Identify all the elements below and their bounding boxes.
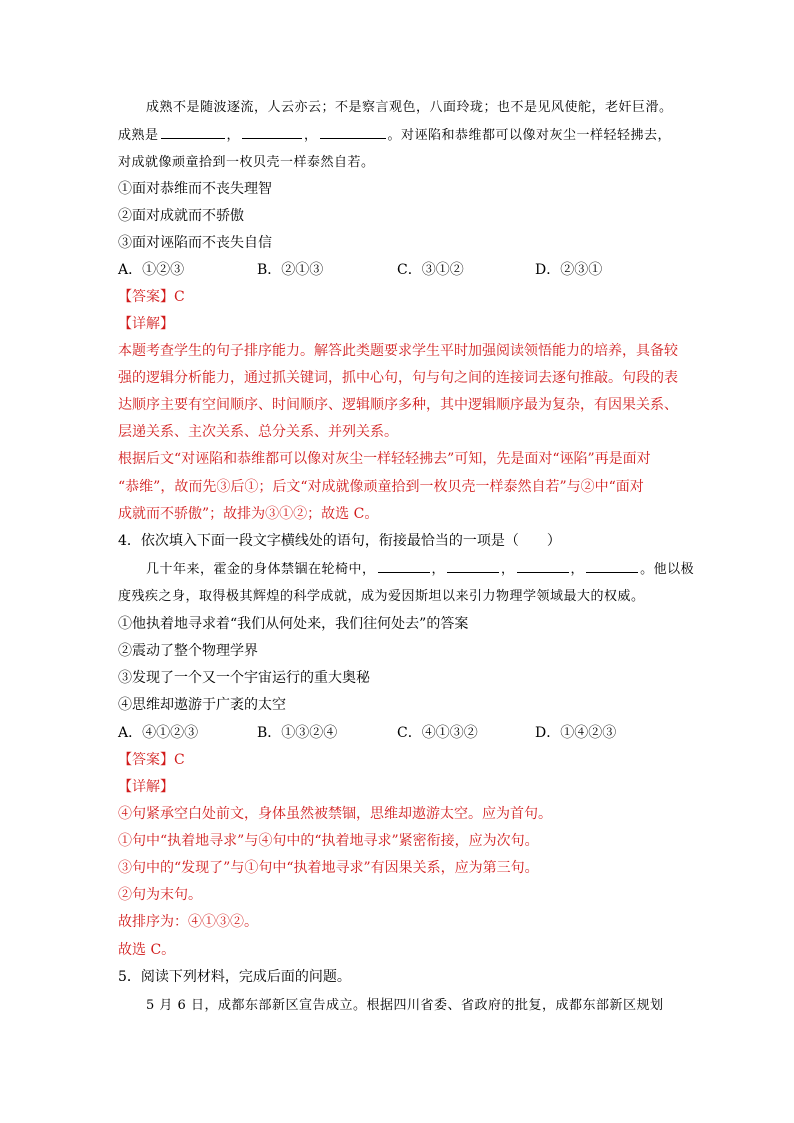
q3-explain-line-4: 层递关系、主次关系、总分关系、并列关系。 (118, 424, 398, 440)
q3-item-1: ①面对恭维而不丧失理智 (118, 181, 272, 197)
q3-explain-line-2: 强的逻辑分析能力，通过抓关键词，抓中心句，句与句之间的连接词去逐句推敲。句段的表 (118, 370, 678, 386)
q3-option-b: B．②①③ (257, 262, 324, 278)
q3-passage-line-3: 对成就像顽童拾到一枚贝壳一样泰然自若。 (118, 155, 375, 170)
q4-option-b: B．①③②④ (257, 725, 338, 741)
q4-option-d: D．①④②③ (535, 725, 617, 741)
q3-explain-line-1: 本题考查学生的句子排序能力。解答此类题要求学生平时加强阅读领悟能力的培养，具备较 (118, 343, 678, 359)
q4-option-a: A．④①②③ (118, 725, 199, 741)
q4-passage-line-2: 度残疾之身，取得极其辉煌的科学成就，成为爱因斯坦以来引力物理学领域最大的权威。 (118, 589, 645, 604)
q4-explain-line-1: ④句紧承空白处前文，身体虽然被禁锢，思维却遨游太空。应为首句。 (118, 806, 552, 822)
q4-explain-line-4: ②句为末句。 (118, 887, 202, 903)
q3-option-c: C．③①② (397, 262, 464, 278)
q3-detail-label: 【详解】 (118, 316, 174, 332)
q4-item-3: ③发现了一个又一个宇宙运行的重大奥秘 (118, 670, 370, 686)
q4-explain-line-3: ③句中的“发现了”与①句中“执着地寻求”有因果关系，应为第三句。 (118, 860, 539, 876)
q4-item-2: ②震动了整个物理学界 (118, 643, 258, 659)
q4-explain-line-6: 故选 C。 (118, 942, 176, 958)
q3-passage-line-1: 成熟不是随波逐流，人云亦云；不是察言观色，八面玲珑；也不是见风使舵，老奸巨滑。 (146, 100, 673, 115)
q4-item-1: ①他执着地寻求着“我们从何处来，我们往何处去”的答案 (118, 616, 469, 632)
q3-answer: 【答案】C (118, 289, 185, 305)
q4-passage-line-1: 几十年来，霍金的身体禁锢在轮椅中， ， ， ， 。他以极 (146, 562, 695, 577)
blank-3 (320, 126, 386, 139)
q4-stem: 4．依次填入下面一段文字横线处的语句，衔接最恰当的一项是（ ） (118, 533, 561, 549)
q4-item-4: ④思维却遨游于广袤的太空 (118, 697, 286, 713)
q3-explain-line-5: 根据后文“对诬陷和恭维都可以像对灰尘一样轻轻拂去”可知，先是面对“诬陷”再是面对 (118, 451, 651, 467)
blank-1 (161, 126, 225, 139)
q4-option-c: C．④①③② (397, 725, 478, 741)
q4-detail-label: 【详解】 (118, 779, 174, 795)
q4-explain-line-5: 故排序为：④①③②。 (118, 914, 258, 930)
q3-explain-line-7: 成就而不骄傲”；故排为③①②；故选 C。 (118, 506, 379, 522)
q3-explain-line-6: “恭维”，故而先③后①；后文“对成就像顽童拾到一枚贝壳一样泰然自若”与②中“面对 (118, 479, 644, 495)
blank-2 (447, 560, 499, 573)
blank-4 (586, 560, 638, 573)
q5-stem: 5．阅读下列材料，完成后面的问题。 (118, 969, 351, 985)
q3-item-3: ③面对诬陷而不丧失自信 (118, 235, 272, 251)
q3-explain-line-3: 达顺序主要有空间顺序、时间顺序、逻辑顺序多种，其中逻辑顺序最为复杂，有因果关系、 (118, 397, 678, 413)
q3-option-a: A．①②③ (118, 262, 185, 278)
q3-item-2: ②面对成就而不骄傲 (118, 208, 244, 224)
q3-option-d: D．②③① (535, 262, 603, 278)
blank-1 (378, 560, 430, 573)
blank-3 (517, 560, 569, 573)
q4-answer: 【答案】C (118, 752, 185, 768)
q4-explain-line-2: ①句中“执着地寻求”与④句中的“执着地寻求”紧密衔接，应为次句。 (118, 833, 539, 849)
q3-passage-line-2: 成熟是 ， ， 。对诬陷和恭维都可以像对灰尘一样轻轻拂去， (118, 128, 672, 143)
q5-passage-line-1: 5 月 6 日，成都东部新区宣告成立。根据四川省委、省政府的批复，成都东部新区规划 (146, 998, 664, 1013)
blank-2 (242, 126, 302, 139)
